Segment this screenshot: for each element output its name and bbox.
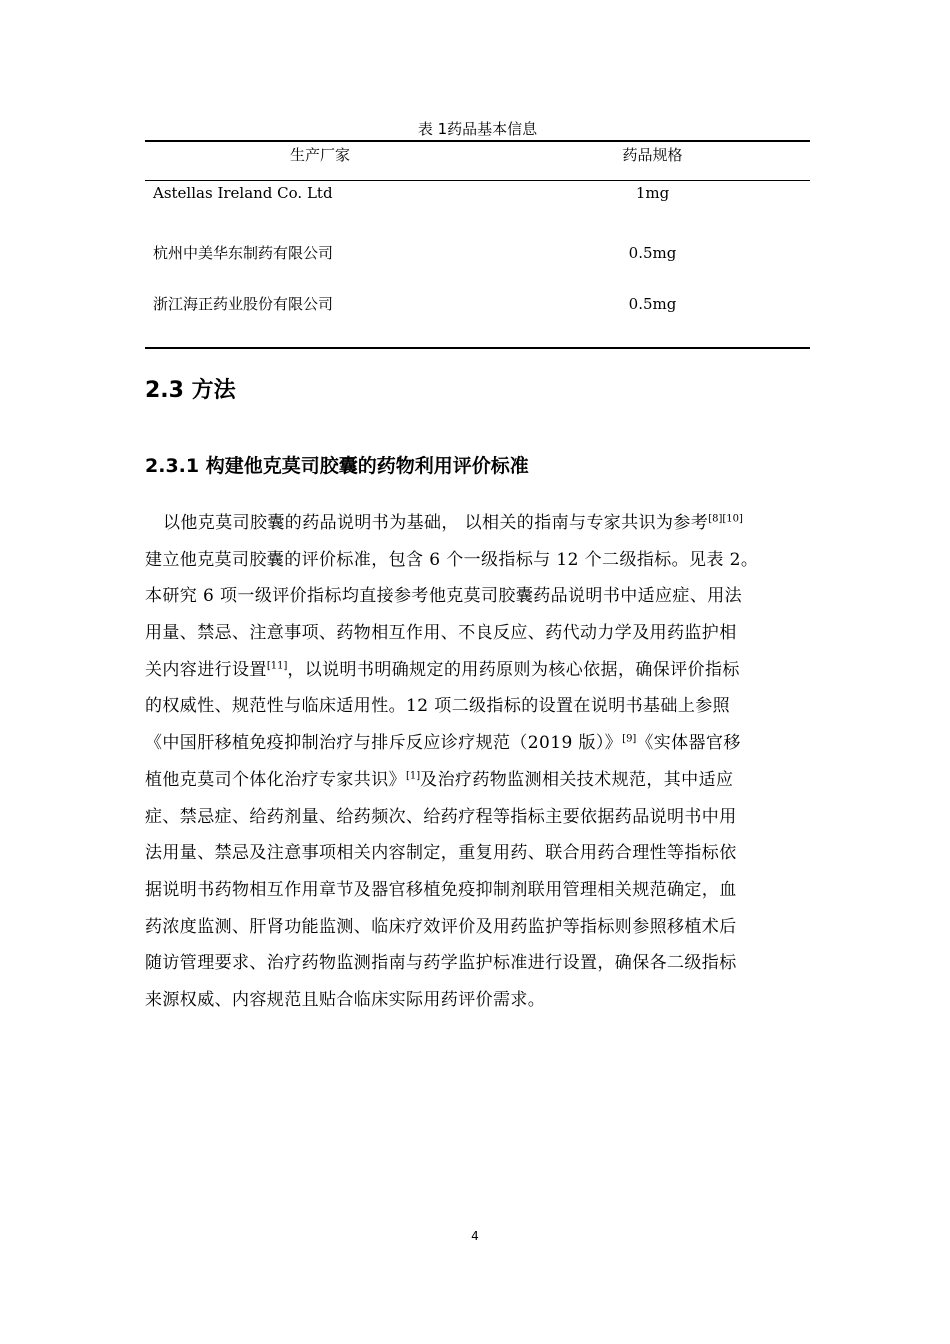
section-heading: 2.3 方法 <box>145 378 236 403</box>
paragraph-line: 用量、禁忌、注意事项、药物相互作用、不良反应、药代动力学及用药监护相 <box>145 623 737 644</box>
table-caption: 表 1药品基本信息 <box>417 120 538 138</box>
table-cell-spec: 0.5mg <box>628 295 677 313</box>
citation-ref: [11] <box>266 660 288 672</box>
paragraph-line: 随访管理要求、治疗药物监测指南与药学监护标准进行设置，确保各二级指标 <box>145 953 737 974</box>
table-cell-manufacturer: 杭州中美华东制药有限公司 <box>153 244 334 262</box>
paragraph-line <box>145 725 805 762</box>
line-text: 《中国肝移植免疫抑制治疗与排斥反应诊疗规范（2019 版）》 <box>145 733 623 754</box>
paragraph-line <box>145 762 805 799</box>
table-top-rule <box>145 140 810 142</box>
table-header-rule <box>145 180 810 181</box>
header-manufacturer: 生产厂家 <box>289 146 350 164</box>
line-text: 关内容进行设置 <box>145 659 267 680</box>
citation-ref: [9] <box>622 733 637 745</box>
paragraph-line: 本研究 6 项一级评价指标均直接参考他克莫司胶囊药品说明书中适应症、用法 <box>145 586 743 607</box>
paragraph-line <box>145 505 805 542</box>
paragraph-line: 药浓度监测、肝肾功能监测、临床疗效评价及用药监护等指标则参照移植术后 <box>145 916 737 937</box>
page-number: 4 <box>471 1229 479 1243</box>
paragraph-line: 法用量、禁忌及注意事项相关内容制定，重复用药、联合用药合理性等指标依 <box>145 843 737 864</box>
line-text: ，以说明书明确规定的用药原则为核心依据，确保评价指标 <box>287 659 740 680</box>
line-text: 植他克莫司个体化治疗专家共识》 <box>145 769 406 790</box>
paragraph-line: 来源权威、内容规范且贴合临床实际用药评价需求。 <box>145 989 546 1010</box>
table-cell-spec: 0.5mg <box>628 244 677 262</box>
paragraph-line: 症、禁忌症、给药剂量、给药频次、给药疗程等指标主要依据药品说明书中用 <box>145 806 737 827</box>
drug-info-table <box>145 139 810 350</box>
table-bottom-rule <box>145 347 810 349</box>
citation-ref: [1] <box>406 770 421 782</box>
table-cell-manufacturer: 浙江海正药业股份有限公司 <box>153 295 334 313</box>
table-cell-spec: 1mg <box>635 184 670 202</box>
header-spec: 药品规格 <box>622 146 683 164</box>
line-text: 《实体器官移 <box>636 733 741 754</box>
subsection-heading: 2.3.1 构建他克莫司胶囊的药物利用评价标准 <box>145 455 529 477</box>
citation-ref: [8][10] <box>708 513 743 525</box>
table-cell-manufacturer: Astellas Ireland Co. Ltd <box>153 184 333 202</box>
paragraph-line: 的权威性、规范性与临床适用性。12 项二级指标的设置在说明书基础上参照 <box>145 696 731 717</box>
paragraph-line: 建立他克莫司胶囊的评价标准，包含 6 个一级指标与 12 个二级指标。见表 2。 <box>145 549 759 570</box>
body-paragraph <box>145 505 805 1019</box>
paragraph-line: 据说明书药物相互作用章节及器官移植免疫抑制剂联用管理相关规范确定，血 <box>145 879 737 900</box>
line-text: 以他克莫司胶囊的药品说明书为基础， 以相关的指南与专家共识为参考 <box>163 513 709 533</box>
line-text: 及治疗药物监测相关技术规范，其中适应 <box>420 769 734 790</box>
paragraph-line <box>145 652 805 689</box>
